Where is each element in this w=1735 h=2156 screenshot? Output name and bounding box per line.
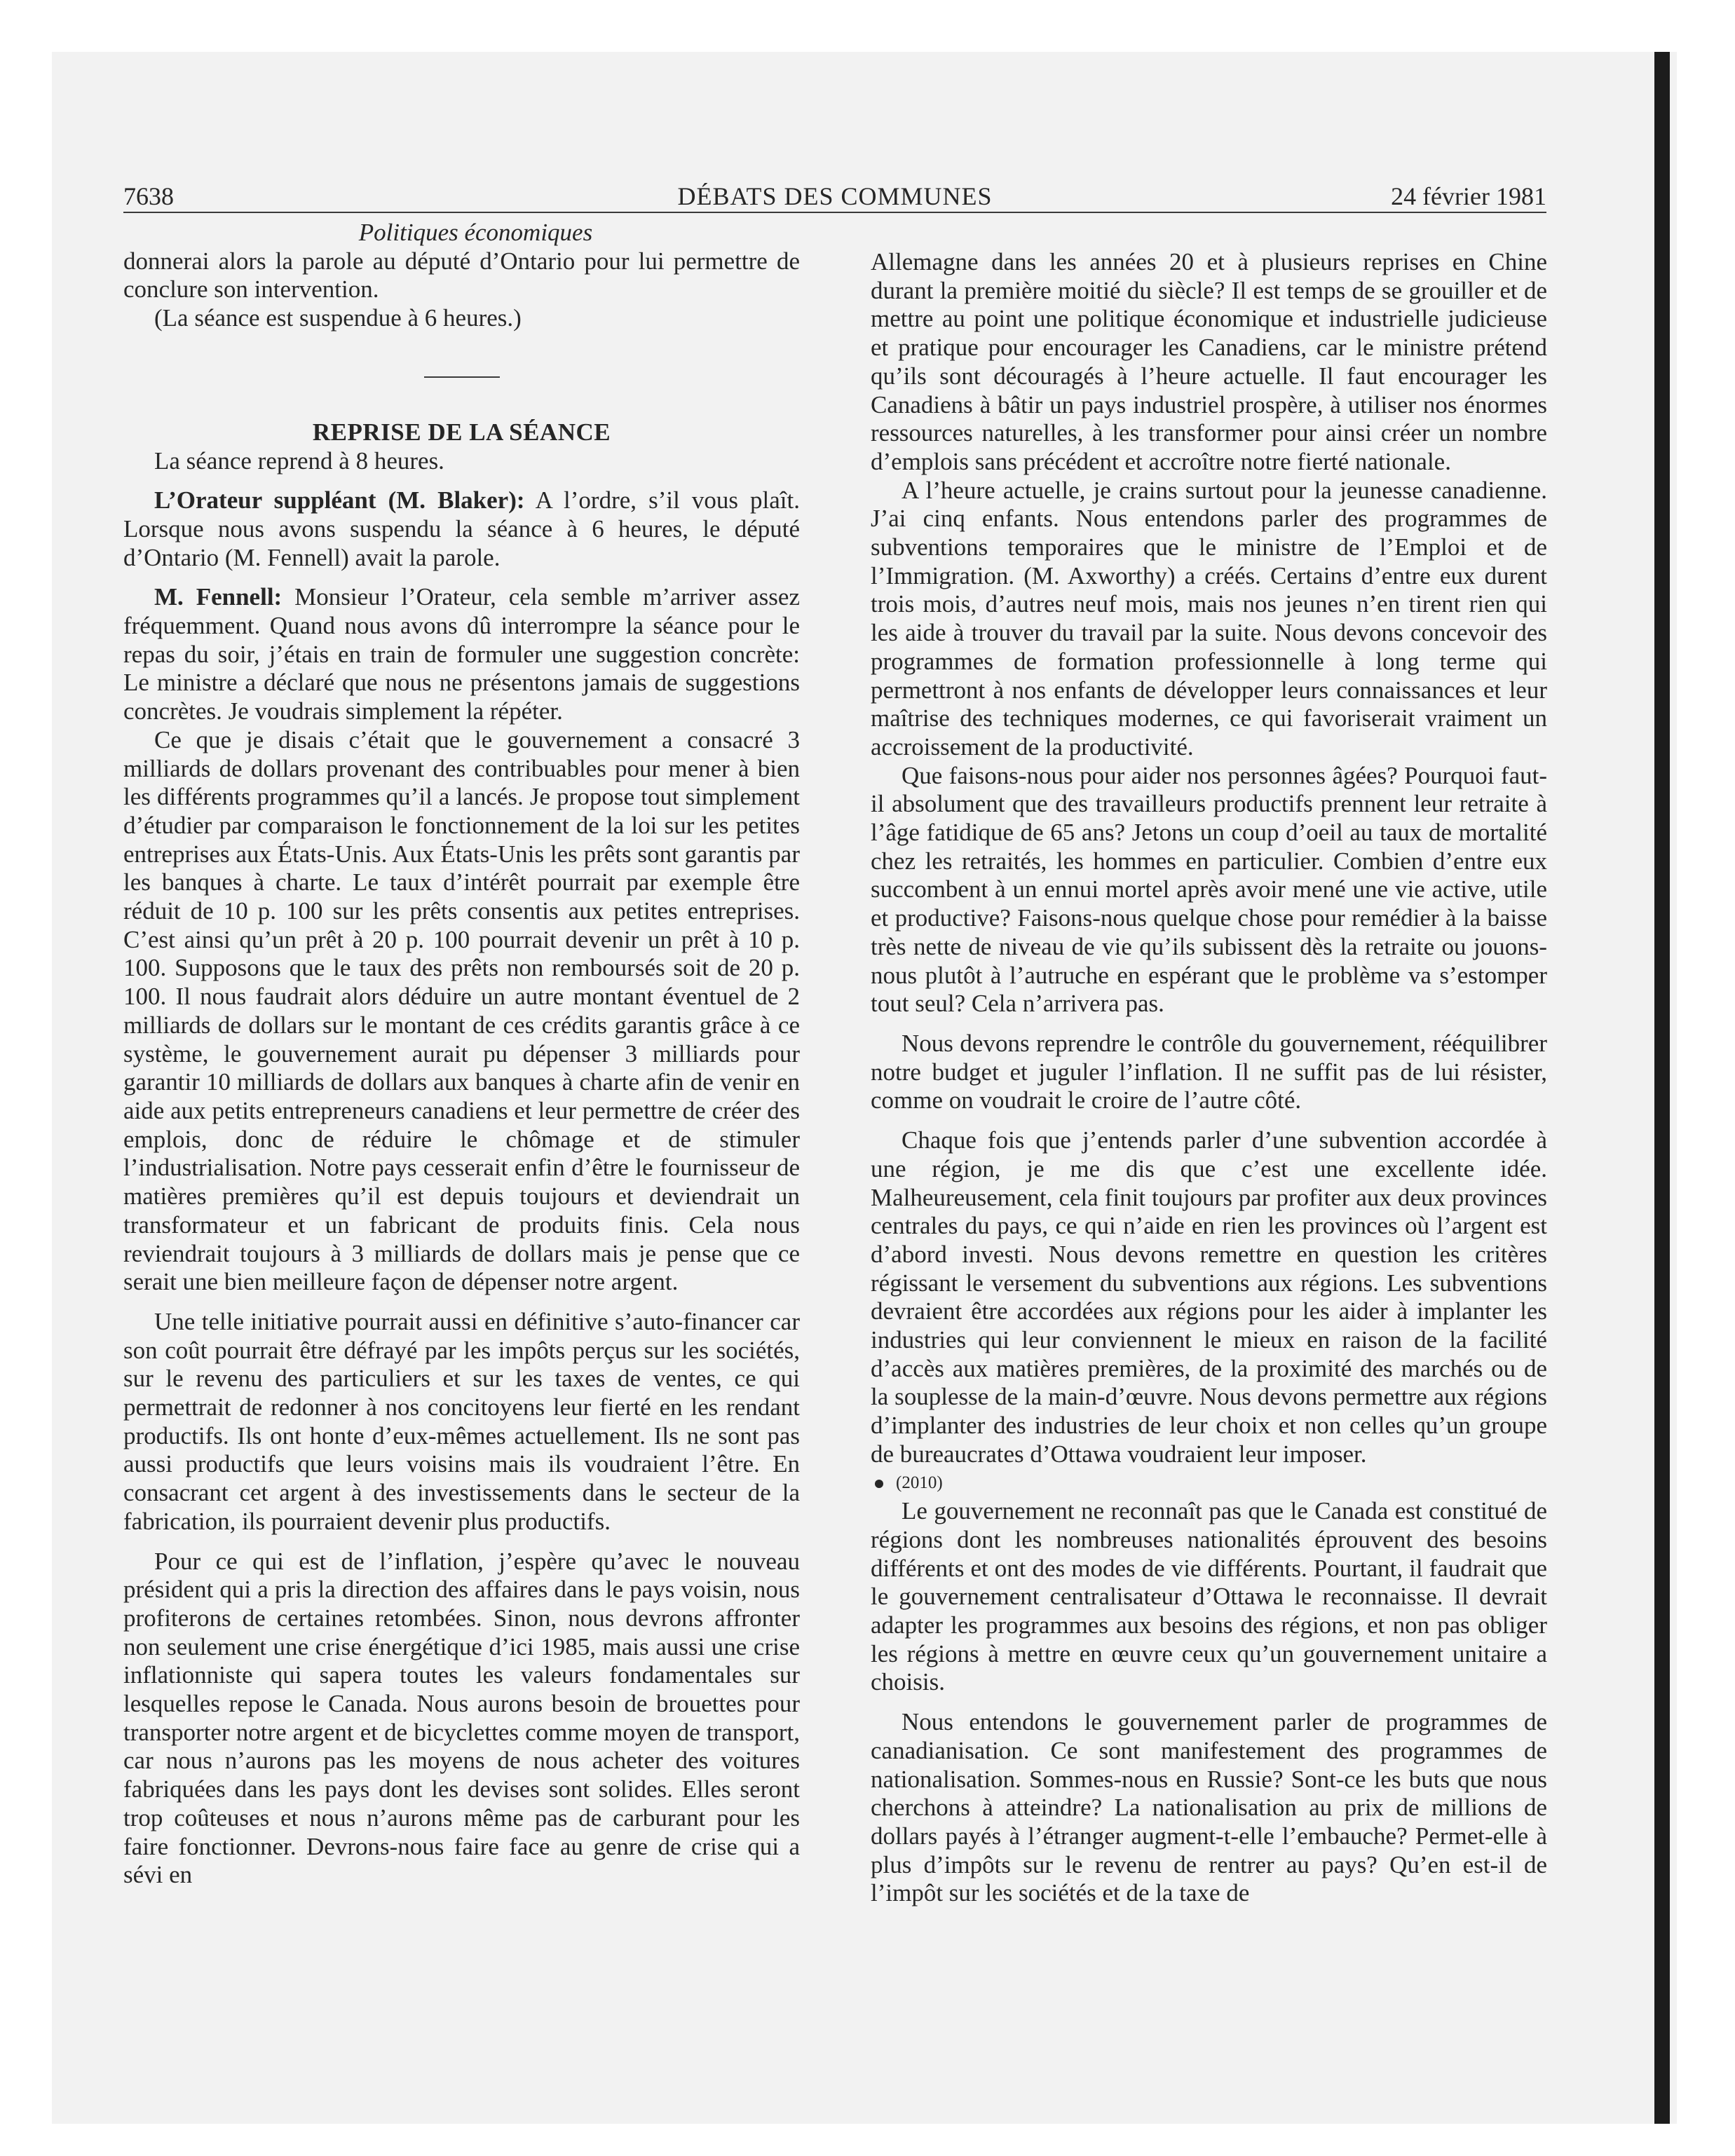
time-marker <box>871 1469 1547 1498</box>
paragraph: donnerai alors la parole au député d’Ontario pour lui permettre de conclure son intervention. <box>123 247 800 303</box>
paragraph: Que faisons-nous pour aider nos personnes âgées? Pourquoi faut-il absolument que des travailleurs productifs prennent leur retraite à l’âge fatidique de 65 ans? Jetons un coup d’oeil au taux de mortalité chez les retraités, les hommes en particulier. Combien d’entre eux succombent à un ennui mortel après avoir mené une vie active, utile et productive? Faisons-nous quelque chose pour remédier à la baisse très nette de niveau de vie qu’ils subissent dès la retraite ou jouons-nous plutôt à l’autruche en espérant que le problème va s’estomper tout seul? Cela n’arrivera pas. <box>871 761 1547 1018</box>
page-header <box>123 175 1546 213</box>
left-column <box>123 219 800 1890</box>
paragraph: Nous entendons le gouvernement parler de programmes de canadianisation. Ce sont manifestement des programmes de nationalisation. Sommes-nous en Russie? Sont-ce les buts que nous cherchons à atteindre? La nationalisation au prix de millions de dollars payés à l’étranger augment-t-elle l’embauche? Permet-elle à plus d’impôts sur le revenu de rentrer au pays? Qu’en est-il de l’impôt sur les sociétés et de la taxe de <box>871 1708 1547 1907</box>
page-number: 7638 <box>123 182 174 210</box>
paragraph: A l’heure actuelle, je crains surtout pour la jeunesse canadienne. J’ai cinq enfants. Nous entendons parler des programmes de subventions temporaires que le ministre de l’Emploi et de l’Immigration. (M. Axworthy) a créés. Certains d’entre eux durent trois mois, d’autres neuf mois, mais nos jeunes n’en tirent rien qui les aide à trouver du travail par la suite. Nous devons concevoir des programmes de formation professionnelle à long terme qui permettront à nos enfants de développer leurs connaissances et leur maîtrise des techniques modernes, ce qui favoriserait vraiment un accroissement de la productivité. <box>871 476 1547 760</box>
speaker-name: L’Orateur suppléant (M. Blaker): <box>154 486 525 514</box>
speech-text: A l’ordre, s’il vous plaît. Lorsque nous avons suspendu la séance à 6 heures, le député d’Ontario (M. Fennell) avait la parole. <box>123 486 800 571</box>
section-divider <box>424 376 500 378</box>
publication-title: DÉBATS DES COMMUNES <box>677 182 993 210</box>
scan-edge-shadow <box>1654 52 1670 2124</box>
section-heading: REPRISE DE LA SÉANCE <box>312 418 611 446</box>
paragraph: (La séance est suspendue à 6 heures.) <box>154 304 522 332</box>
bullet-icon <box>875 1480 883 1488</box>
paragraph: Pour ce qui est de l’inflation, j’espère qu’avec le nouveau président qui a pris la direction des affaires dans le pays voisin, nous profiterons de certaines retombées. Sinon, nous devrons affronter non seulement une crise énergétique d’ici 1985, mais aussi une crise inflationniste qui sapera toutes les valeurs fondamentales sur lesquelles repose le Canada. Nous aurons besoin de brouettes pour transporter notre argent et de bicyclettes comme moyen de transport, car nous n’aurons pas les moyens de nous acheter des voitures fabriquées dans les pays dont les devises sont solides. Elles seront trop coûteuses et nous n’aurons même pas de carburant pour les faire fonctionner. Devrons-nous faire face au genre de crise qui a sévi en <box>123 1547 800 1889</box>
paragraph: Allemagne dans les années 20 et à plusieurs reprises en Chine durant la première moitié du siècle? Il est temps de se grouiller et de mettre au point une politique économique et industrielle judicieuse et pratique pour encourager les Canadiens, car le ministre prétend qu’ils sont découragés à l’heure actuelle. Il faut encourager les Canadiens à bâtir un pays industriel prospère, à utiliser nos énormes ressources naturelles, à les transformer pour ainsi créer un nombre d’emplois sans précédent et accroître notre fierté nationale. <box>871 248 1547 475</box>
speaker-name: M. Fennell: <box>154 583 283 611</box>
running-title: Politiques économiques <box>358 219 593 246</box>
paragraph: Nous devons reprendre le contrôle du gouvernement, rééquilibrer notre budget et juguler l’inflation. Il ne suffit pas de lui résister, comme on voudrait le croire de l’autre côté. <box>871 1029 1547 1114</box>
paragraph: Le gouvernement ne reconnaît pas que le Canada est constitué de régions dont les nombreuses nationalités éprouvent des besoins différents et ont des modes de vie différents. Pourtant, il faudrait que le gouvernement centralisateur d’Ottawa le reconnaisse. Il devrait adapter les programmes aux besoins des régions, et non pas obliger les régions à mettre en œuvre ceux qu’un gouvernement unitaire a choisis. <box>871 1497 1547 1696</box>
paragraph: Chaque fois que j’entends parler d’une subvention accordée à une région, je me dis que c’est une excellente idée. Malheureusement, cela finit toujours par profiter aux deux provinces centrales du pays, ce qui n’aide en rien les provinces où l’argent est d’abord investi. Nous devons remettre en question les critères régissant le versement du subventions aux régions. Les subventions devraient être accordées aux régions pour les aider à implanter les industries qui leur conviennent le mieux en raison de la facilité d’accès aux matières premières, de la proximité des marchés ou de la souplesse de la main-d’œuvre. Nous devons permettre aux régions d’implanter des industries de leur choix et non celles qu’un groupe de bureaucrates d’Ottawa voudraient leur imposer. <box>871 1126 1547 1468</box>
right-column <box>871 219 1547 1908</box>
hansard-page <box>123 175 1547 1907</box>
paragraph: Une telle initiative pourrait aussi en définitive s’auto-financer car son coût pourrait être défrayé par les impôts perçus sur les sociétés, sur le revenu des particuliers et sur les taxes de ventes, ce qui permettrait de redonner à nos concitoyens leur fierté en les rendant productifs. Ils ont honte d’eux-mêmes actuellement. Ils ne sont pas aussi productifs que leurs voisins mais ils voudraient l’être. En consacrant cet argent à des investissements dans le secteur de la fabrication, ils pourraient devenir plus productifs. <box>123 1307 800 1535</box>
speech-paragraph <box>123 486 800 572</box>
paragraph: Ce que je disais c’était que le gouvernement a consacré 3 milliards de dollars provenant des contribuables pour mener à bien les différents programmes qu’il a lancés. Je propose tout simplement d’étudier par comparaison le fonctionnement de la loi sur les petites entreprises aux États-Unis. Aux États-Unis les prêts sont garantis par les banques à charte. Le taux d’intérêt pourrait par exemple être réduit de 10 p. 100 sur les prêts consentis aux petites entreprises. C’est ainsi qu’un prêt à 20 p. 100 pourrait devenir un prêt à 10 p. 100. Supposons que le taux des prêts non remboursés soit de 20 p. 100. Il nous faudrait alors déduire un autre montant éventuel de 2 milliards de dollars sur le montant de ces crédits garantis grâce à ce système, le gouvernement aurait pu dépenser 3 milliards pour garantir 10 milliards de dollars aux banques à charte afin de venir en aide aux petits entrepreneurs canadiens et leur permettre de créer des emplois, donc de réduire le chômage et de stimuler l’industrialisation. Notre pays cesserait enfin d’être le fournisseur de matières premières qu’il est depuis toujours et deviendrait un transformateur et un fabricant de produits finis. Cela nous reviendrait toujours à 3 milliards de dollars mais je pense que ce serait une bien meilleure façon de dépenser notre argent. <box>123 725 800 1296</box>
speech-paragraph <box>123 583 800 726</box>
page-date: 24 février 1981 <box>1391 182 1546 210</box>
paragraph: La séance reprend à 8 heures. <box>154 446 444 475</box>
time-marker-text: (2010) <box>896 1473 943 1492</box>
speech-text: Monsieur l’Orateur, cela semble m’arriver assez fréquemment. Quand nous avons dû interrompre la séance pour le repas du soir, j’étais en train de formuler une suggestion concrète: Le ministre a déclaré que nous ne présentons jamais de suggestions concrètes. Je voudrais simplement la répéter. <box>123 583 800 725</box>
